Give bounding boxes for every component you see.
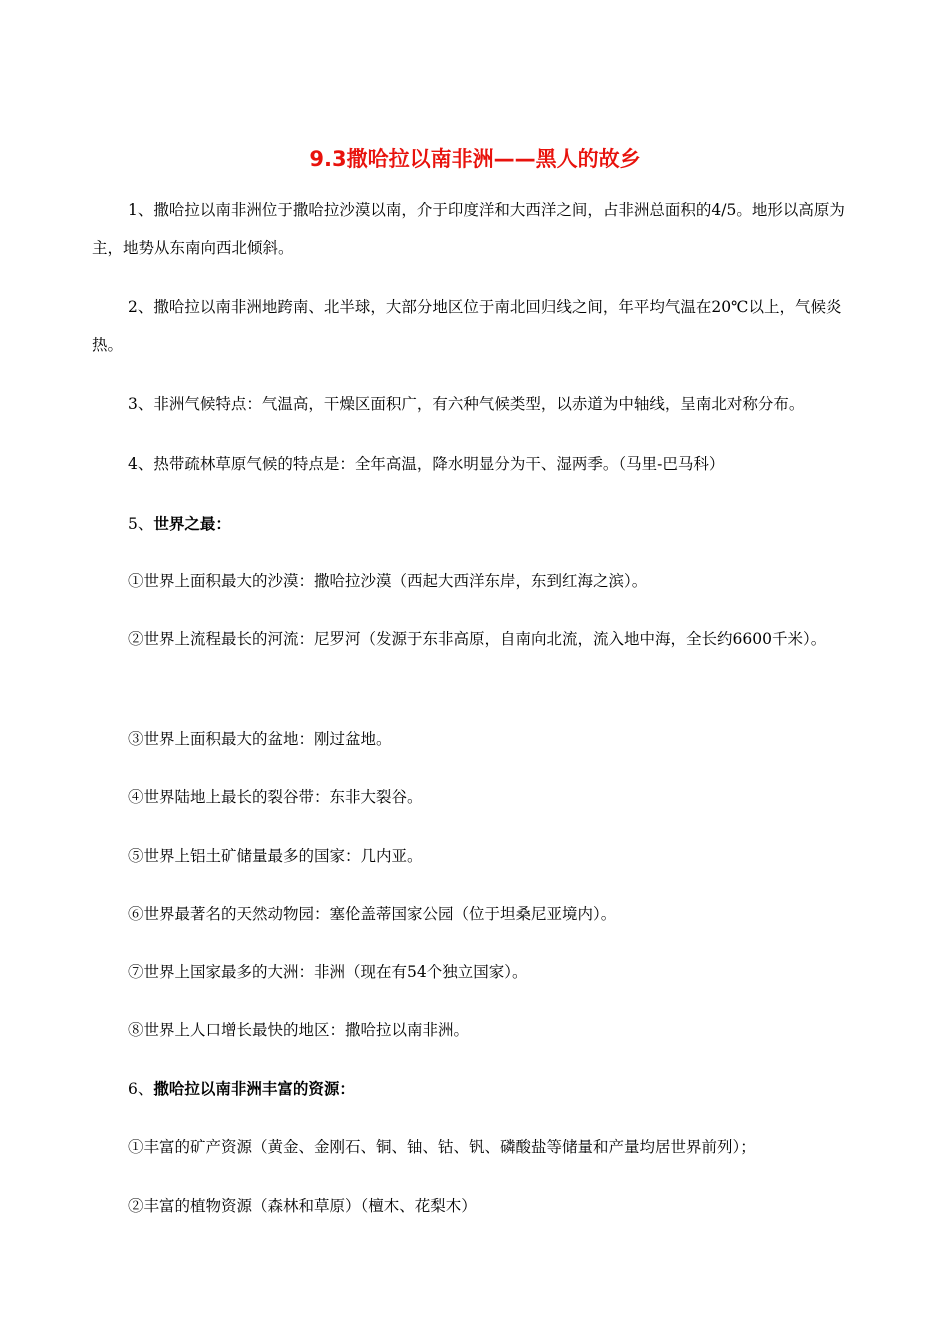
record-item-3: ③世界上面积最大的盆地：刚过盆地。	[128, 730, 392, 748]
section-6-heading	[92, 1070, 864, 1108]
paragraph-number: 2、	[128, 298, 154, 316]
paragraph-text: 非洲气候特点：气温高，干燥区面积广，有六种气候类型，以赤道为中轴线，呈南北对称分布。	[153, 395, 805, 413]
section-5-heading	[92, 505, 864, 543]
record-item-2: ②世界上流程最长的河流：尼罗河（发源于东非高原，自南向北流，流入地中海，全长约6600千米）。	[128, 630, 827, 648]
paragraph-3	[92, 385, 864, 423]
document-title: 9.3撒哈拉以南非洲——黑人的故乡	[309, 147, 641, 171]
section-heading-text: 撒哈拉以南非洲丰富的资源：	[153, 1080, 355, 1098]
section-number: 6、	[128, 1080, 154, 1098]
section-number: 5、	[128, 515, 154, 533]
paragraph-number: 1、	[128, 201, 154, 219]
paragraph-4	[92, 445, 864, 483]
paragraph-1	[92, 191, 864, 267]
record-item-8: ⑧世界上人口增长最快的地区：撒哈拉以南非洲。	[128, 1021, 470, 1039]
record-item-1: ①世界上面积最大的沙漠：撒哈拉沙漠（西起大西洋东岸，东到红海之滨）。	[128, 572, 648, 590]
paragraph-number: 4、	[128, 455, 154, 473]
paragraph-text: 热带疏林草原气候的特点是：全年高温，降水明显分为干、湿两季。（马里-巴马科）	[153, 455, 725, 473]
record-item-7: ⑦世界上国家最多的大洲：非洲（现在有54个独立国家）。	[128, 963, 528, 981]
paragraph-text: 撒哈拉以南非洲位于撒哈拉沙漠以南，介于印度洋和大西洋之间，占非洲总面积的4/5。地形以高原为主，地势从东南向西北倾斜。	[92, 201, 845, 257]
paragraph-text: 撒哈拉以南非洲地跨南、北半球，大部分地区位于南北回归线之间，年平均气温在20℃以上，气候炎热。	[92, 298, 842, 354]
record-item-4: ④世界陆地上最长的裂谷带：东非大裂谷。	[128, 788, 423, 806]
record-item-5: ⑤世界上铝土矿储量最多的国家：几内亚。	[128, 847, 423, 865]
section-heading-text: 世界之最：	[153, 515, 231, 533]
resource-item-2: ②丰富的植物资源（森林和草原）（檀木、花梨木）	[128, 1197, 477, 1215]
paragraph-2	[92, 288, 864, 364]
paragraph-number: 3、	[128, 395, 154, 413]
record-item-6: ⑥世界最著名的天然动物园：塞伦盖蒂国家公园（位于坦桑尼亚境内）。	[128, 905, 617, 923]
resource-item-1: ①丰富的矿产资源（黄金、金刚石、铜、铀、钴、钒、磷酸盐等储量和产量均居世界前列）；	[128, 1138, 756, 1156]
